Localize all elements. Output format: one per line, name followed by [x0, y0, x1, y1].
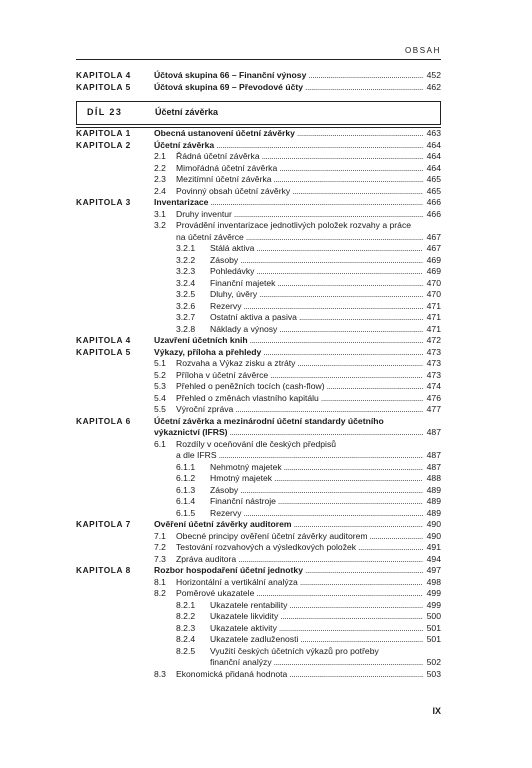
entry-title: Ukazatele rentability	[210, 599, 288, 610]
toc-entry	[154, 427, 441, 439]
dot-leader	[262, 151, 423, 163]
page-ref: 497	[426, 565, 441, 575]
toc-row	[76, 358, 441, 370]
page-ref: 463	[426, 128, 441, 138]
dot-leader	[327, 381, 423, 393]
page-ref: 471	[426, 300, 441, 311]
toc-entry	[176, 393, 441, 405]
page-ref: 498	[426, 576, 441, 587]
chapter-label: KAPITOLA 2	[76, 139, 131, 150]
toc-row	[76, 588, 441, 600]
chapter-label: KAPITOLA 5	[76, 346, 131, 357]
section-number: 7.2	[154, 542, 166, 552]
toc-entry	[210, 496, 441, 508]
toc-row	[76, 186, 441, 198]
toc-entry	[210, 266, 441, 278]
entry-title: Přehled o změnách vlastního kapitálu	[176, 392, 319, 403]
page-ref: 467	[426, 243, 441, 253]
toc-top	[76, 70, 441, 93]
entry-title: Nehmotný majetek	[210, 461, 282, 472]
entry-title: Rezervy	[210, 507, 242, 518]
toc-entry	[176, 450, 441, 462]
toc-row	[76, 370, 441, 382]
page-ref: 489	[426, 496, 441, 506]
toc-entry	[154, 70, 441, 82]
entry-title: Druhy inventur	[176, 208, 232, 219]
page-ref: 491	[426, 542, 441, 552]
toc-row	[76, 450, 441, 462]
page-ref: 470	[426, 277, 441, 288]
section-number: 8.2.3	[176, 622, 196, 633]
toc-row	[76, 565, 441, 577]
dot-leader	[299, 312, 423, 324]
page-ref: 462	[426, 81, 441, 92]
page-ref: 499	[426, 588, 441, 598]
section-number: 2.3	[154, 174, 166, 184]
page-ref: 489	[426, 484, 441, 495]
toc-row	[76, 669, 441, 681]
entry-title: Pohledávky	[210, 266, 255, 276]
section-number: 3.2.5	[176, 289, 196, 299]
toc-entry	[154, 335, 441, 347]
toc-row	[76, 289, 441, 301]
toc-entry	[176, 542, 441, 554]
entry-title: Příloha v účetní závěrce	[176, 369, 269, 380]
entry-title: Využití českých účetních výkazů pro potřeby	[210, 645, 379, 656]
toc-row	[76, 266, 441, 278]
dot-leader	[279, 163, 423, 175]
entry-title: Rozdíly v oceňování dle českých předpisů	[176, 438, 337, 449]
entry-title: Horizontální a vertikální analýza	[176, 576, 298, 587]
entry-title: Ověření účetní závěrky auditorem	[154, 519, 292, 529]
entry-title: Účtová skupina 69 – Převodové účty	[154, 81, 304, 92]
toc-entry	[210, 289, 441, 301]
page-ref: 500	[426, 611, 441, 621]
section-number: 3.1	[154, 208, 166, 219]
toc-entry	[210, 508, 441, 520]
page-ref: 465	[426, 185, 441, 196]
chapter-label: KAPITOLA 8	[76, 565, 131, 575]
toc-main	[76, 128, 441, 680]
toc-row	[76, 82, 441, 94]
section-number: 6.1.4	[176, 496, 196, 506]
toc-row	[76, 393, 441, 405]
section-number: 8.2.5	[176, 645, 196, 656]
toc-row	[76, 623, 441, 635]
toc-entry	[210, 634, 441, 646]
section-number: 6.1.2	[176, 473, 196, 483]
toc-row	[76, 416, 441, 428]
entry-title: Finanční nástroje	[210, 496, 276, 506]
entry-title: finanční analýzy	[210, 657, 272, 667]
part-title: Účetní závěrka	[155, 107, 219, 117]
entry-title: Výroční zpráva	[176, 404, 234, 414]
page-ref: 503	[426, 668, 441, 679]
chapter-label: KAPITOLA 4	[76, 70, 131, 80]
chapter-label: KAPITOLA 5	[76, 81, 131, 92]
section-number: 8.2.2	[176, 611, 196, 621]
dot-leader	[297, 128, 423, 140]
page-ref: 477	[426, 404, 441, 414]
page-ref: 489	[426, 507, 441, 518]
section-number: 2.4	[154, 185, 166, 196]
page-ref: 464	[426, 151, 441, 161]
toc-row	[76, 634, 441, 646]
dot-leader	[300, 577, 423, 589]
dot-leader	[263, 347, 423, 359]
section-number: 3.2.8	[176, 323, 196, 334]
toc-row	[76, 335, 441, 347]
toc-row	[76, 381, 441, 393]
section-number: 5.2	[154, 369, 166, 380]
toc-entry	[176, 232, 441, 244]
page-ref: 472	[426, 335, 441, 345]
entry-title: Testování rozvahových a výsledkových položek	[176, 542, 357, 552]
dot-leader	[289, 600, 423, 612]
toc-row	[76, 657, 441, 669]
dot-leader	[284, 462, 423, 474]
toc-row	[76, 151, 441, 163]
dot-leader	[274, 473, 423, 485]
entry-title: Rezervy	[210, 300, 242, 311]
entry-title: Zásoby	[210, 484, 239, 495]
toc-row	[76, 128, 441, 140]
page-ref: 490	[426, 519, 441, 529]
toc-entry	[176, 151, 441, 163]
section-number: 3.2.2	[176, 254, 196, 265]
entry-title: Stálá aktiva	[210, 243, 255, 253]
page-ref: 452	[426, 70, 441, 80]
toc-entry	[176, 531, 441, 543]
section-number: 3.2.1	[176, 243, 196, 253]
page-ref: 471	[426, 323, 441, 334]
dot-leader	[308, 70, 423, 82]
entry-title: Provádění inventarizace jednotlivých položek rozvahy a práce	[176, 220, 412, 230]
toc-entry	[210, 255, 441, 267]
dot-leader	[246, 232, 423, 244]
section-number: 5.4	[154, 392, 166, 403]
entry-title: Hmotný majetek	[210, 473, 273, 483]
page-ref: 476	[426, 392, 441, 403]
dot-leader	[292, 186, 423, 198]
toc-row	[76, 473, 441, 485]
toc-row	[76, 163, 441, 175]
toc-row	[76, 462, 441, 474]
toc-row	[76, 600, 441, 612]
entry-title: Ekonomická přidaná hodnota	[176, 668, 288, 679]
toc-row	[76, 531, 441, 543]
entry-title: Ostatní aktiva a pasiva	[210, 312, 297, 322]
dot-leader	[294, 519, 423, 531]
page-ref: 471	[426, 312, 441, 322]
dot-leader	[277, 278, 423, 290]
dot-leader	[244, 301, 423, 313]
toc-entry	[176, 554, 441, 566]
entry-title: Rozvaha a Výkaz zisku a ztráty	[176, 358, 296, 368]
page-ref: 494	[426, 553, 441, 564]
page-ref: 466	[426, 197, 441, 207]
entry-title: Zásoby	[210, 254, 239, 265]
dot-leader	[300, 634, 423, 646]
section-number: 6.1.1	[176, 461, 196, 472]
page-ref: 502	[426, 657, 441, 667]
running-header-label: OBSAH	[404, 46, 441, 55]
page-ref: 487	[426, 427, 441, 437]
toc-row	[76, 439, 441, 451]
entry-title: Zpráva auditora	[176, 553, 237, 564]
page-ref: 473	[426, 369, 441, 380]
section-number: 8.3	[154, 668, 166, 679]
toc-entry	[210, 611, 441, 623]
dot-leader	[219, 450, 423, 462]
dot-leader	[240, 255, 423, 267]
entry-title: Ukazatele likvidity	[210, 611, 279, 621]
toc-row	[76, 519, 441, 531]
entry-title: Mezitímní účetní závěrka	[176, 174, 272, 184]
header-rule	[76, 59, 441, 60]
toc-entry	[210, 324, 441, 336]
toc-row	[76, 312, 441, 324]
toc-row	[76, 404, 441, 416]
entry-title: Mimořádná účetní závěrka	[176, 162, 278, 173]
dot-leader	[210, 197, 423, 209]
dot-leader	[274, 657, 423, 669]
dot-leader	[238, 554, 423, 566]
entry-title: Účtová skupina 66 – Finanční výnosy	[154, 70, 307, 80]
part-heading-box	[76, 101, 441, 125]
toc-entry	[210, 462, 441, 474]
section-number: 2.1	[154, 151, 166, 161]
entry-title: Obecné principy ověření účetní závěrky auditorem	[176, 530, 368, 541]
section-number: 8.1	[154, 576, 166, 587]
toc-entry	[154, 82, 441, 94]
page-ref: 487	[426, 461, 441, 472]
entry-title: Náklady a výnosy	[210, 323, 278, 334]
entry-title: výkaznictví (IFRS)	[154, 427, 228, 437]
toc-entry	[210, 243, 441, 255]
toc-row	[76, 220, 441, 232]
dot-leader	[216, 140, 423, 152]
toc-entry	[176, 404, 441, 416]
toc-row	[76, 140, 441, 152]
toc-entry	[154, 140, 441, 152]
page-ref: 501	[426, 634, 441, 644]
part-label: DÍL 23	[87, 107, 123, 117]
chapter-label: KAPITOLA 7	[76, 519, 131, 529]
section-number: 6.1	[154, 438, 166, 449]
toc-entry	[210, 623, 441, 635]
page-ref: 487	[426, 450, 441, 460]
section-number: 5.1	[154, 358, 166, 368]
page-ref: 467	[426, 231, 441, 242]
toc-row	[76, 577, 441, 589]
toc-entry	[154, 197, 441, 209]
dot-leader	[270, 370, 423, 382]
section-number: 7.3	[154, 553, 166, 564]
section-number: 6.1.3	[176, 484, 196, 495]
page-ref: 469	[426, 266, 441, 276]
toc-row	[76, 496, 441, 508]
page-ref: 474	[426, 381, 441, 391]
toc-entry	[210, 485, 441, 497]
toc-entry	[210, 600, 441, 612]
dot-leader	[259, 289, 423, 301]
page-ref: 464	[426, 139, 441, 150]
section-number: 3.2.6	[176, 300, 196, 311]
running-header	[76, 46, 441, 60]
toc-entry	[176, 577, 441, 589]
toc-entry	[210, 312, 441, 324]
dot-leader	[279, 324, 423, 336]
toc-row	[76, 301, 441, 313]
entry-title: Dluhy, úvěry	[210, 289, 258, 299]
page-ref: 466	[426, 208, 441, 219]
chapter-label: KAPITOLA 6	[76, 415, 131, 426]
toc-entry	[176, 358, 441, 370]
toc-row	[76, 611, 441, 623]
page-number: IX	[432, 706, 441, 716]
dot-leader	[358, 542, 423, 554]
chapter-label: KAPITOLA 4	[76, 335, 131, 345]
toc-row	[76, 542, 441, 554]
section-number: 7.1	[154, 530, 166, 541]
page-ref: 470	[426, 289, 441, 299]
section-number: 8.2	[154, 588, 166, 598]
section-number: 5.5	[154, 404, 166, 414]
dot-leader	[305, 82, 423, 94]
toc-row	[76, 243, 441, 255]
dot-leader	[297, 358, 423, 370]
dot-leader	[230, 427, 423, 439]
toc-row	[76, 255, 441, 267]
section-number: 3.2.7	[176, 312, 196, 322]
entry-title: Účetní závěrka a mezinárodní účetní standardy účetního	[154, 415, 384, 426]
page-ref: 490	[426, 530, 441, 541]
section-number: 2.2	[154, 162, 166, 173]
section-number: 5.3	[154, 381, 166, 391]
page-ref: 473	[426, 358, 441, 368]
toc-entry	[154, 565, 441, 577]
dot-leader	[244, 508, 423, 520]
toc-row	[76, 174, 441, 186]
dot-leader	[235, 404, 423, 416]
toc-entry	[176, 209, 441, 221]
toc-row	[76, 197, 441, 209]
toc-entry	[154, 128, 441, 140]
dot-leader	[321, 393, 423, 405]
section-number: 6.1.5	[176, 507, 196, 518]
section-number: 3.2.3	[176, 266, 196, 276]
toc-row	[76, 209, 441, 221]
chapter-label: KAPITOLA 3	[76, 197, 131, 207]
toc-entry	[176, 669, 441, 681]
toc-entry	[176, 370, 441, 382]
entry-title: na účetní závěrce	[176, 231, 244, 242]
dot-leader	[250, 335, 423, 347]
entry-title: Finanční majetek	[210, 277, 276, 288]
page-ref: 501	[426, 622, 441, 633]
toc-entry	[210, 301, 441, 313]
dot-leader	[240, 485, 423, 497]
dot-leader	[289, 669, 423, 681]
dot-leader	[256, 266, 423, 278]
page-ref: 464	[426, 162, 441, 173]
page-ref: 469	[426, 254, 441, 265]
entry-title: Výkazy, příloha a přehledy	[154, 346, 262, 357]
entry-title: Poměrové ukazatele	[176, 588, 255, 598]
entry-title: Přehled o peněžních tocích (cash-flow)	[176, 381, 325, 391]
toc-row	[76, 324, 441, 336]
dot-leader	[279, 623, 423, 635]
entry-title: Obecná ustanovení účetní závěrky	[154, 128, 295, 138]
entry-title: Řádná účetní závěrka	[176, 151, 260, 161]
toc-entry	[210, 278, 441, 290]
page-ref: 465	[426, 174, 441, 184]
entry-title: Ukazatele zadluženosti	[210, 634, 299, 644]
dot-leader	[256, 588, 423, 600]
toc-entry	[176, 163, 441, 175]
toc-row	[76, 347, 441, 359]
toc-entry	[176, 588, 441, 600]
dot-leader	[234, 209, 423, 221]
dot-leader	[274, 174, 423, 186]
toc-row	[76, 485, 441, 497]
toc-row	[76, 427, 441, 439]
section-number: 3.2.4	[176, 277, 196, 288]
toc-row	[76, 70, 441, 82]
dot-leader	[370, 531, 423, 543]
section-number: 8.2.4	[176, 634, 196, 644]
section-number: 3.2	[154, 220, 166, 230]
section-number: 8.2.1	[176, 599, 196, 610]
toc-entry	[210, 657, 441, 669]
dot-leader	[278, 496, 423, 508]
toc-entry	[154, 519, 441, 531]
toc-row	[76, 646, 441, 658]
toc-entry	[176, 186, 441, 198]
toc-entry	[176, 381, 441, 393]
entry-title: a dle IFRS	[176, 450, 217, 460]
toc-row	[76, 554, 441, 566]
dot-leader	[280, 611, 423, 623]
entry-title: Uzavření účetních knih	[154, 335, 248, 345]
page-ref: 488	[426, 473, 441, 483]
dot-leader	[256, 243, 423, 255]
chapter-label: KAPITOLA 1	[76, 128, 131, 138]
toc-row	[76, 278, 441, 290]
toc-entry	[154, 347, 441, 359]
entry-title: Ukazatele aktivity	[210, 622, 277, 633]
toc-row	[76, 232, 441, 244]
page-ref: 473	[426, 346, 441, 357]
entry-title: Inventarizace	[154, 197, 209, 207]
toc-entry	[176, 174, 441, 186]
dot-leader	[305, 565, 423, 577]
entry-title: Rozbor hospodaření účetní jednotky	[154, 565, 303, 575]
toc-row	[76, 508, 441, 520]
page-ref: 499	[426, 599, 441, 610]
entry-title: Účetní závěrka	[154, 139, 215, 150]
entry-title: Povinný obsah účetní závěrky	[176, 185, 291, 196]
toc-entry	[210, 473, 441, 485]
